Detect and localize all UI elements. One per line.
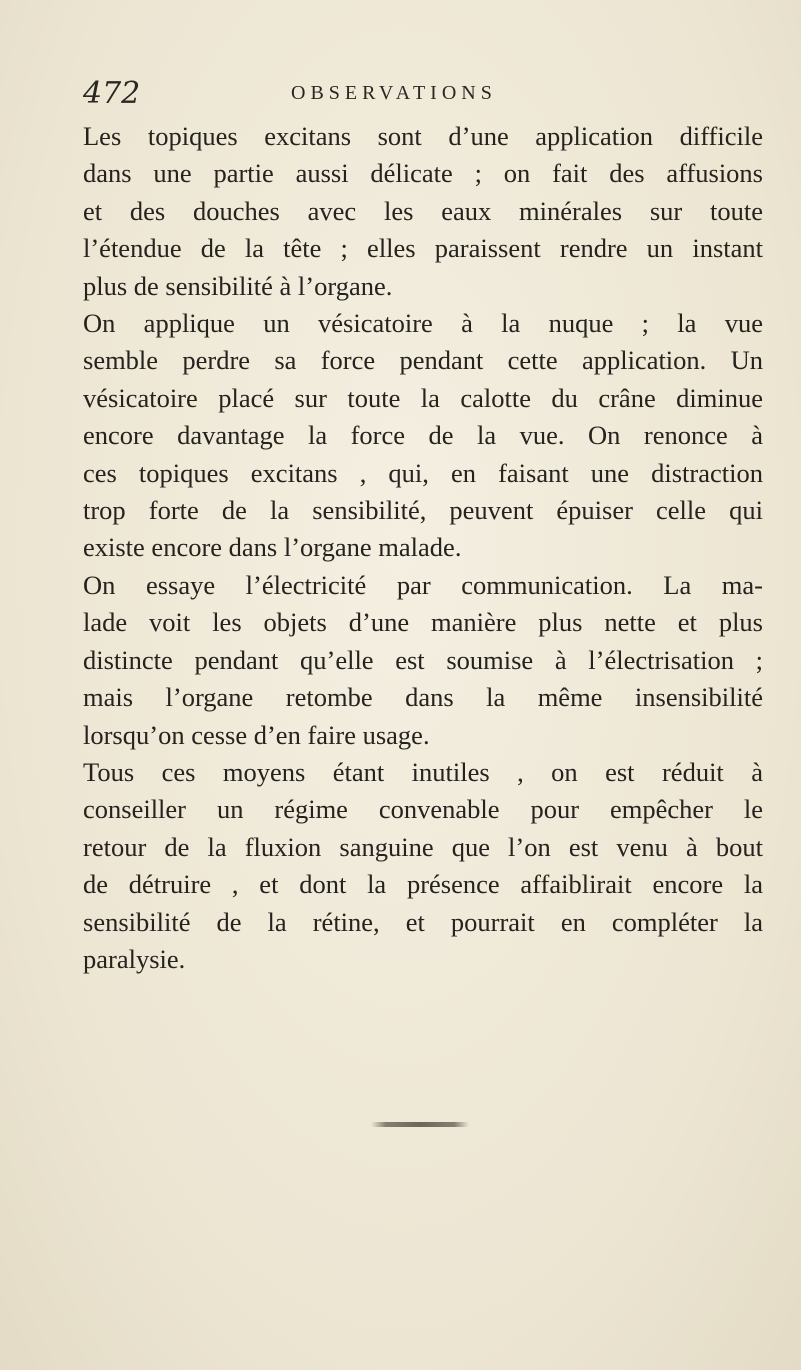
text-line: semble perdre sa force pendant cette application. Un <box>83 345 763 376</box>
running-head: OBSERVATIONS <box>291 82 497 104</box>
text-line: lorsqu’on cesse d’en faire usage. <box>83 719 430 750</box>
text-line: Tous ces moyens étant inutiles , on est réduit à <box>83 756 763 787</box>
body-text <box>83 118 763 978</box>
text-line: sensibilité de la rétine, et pourrait en compléter la <box>83 906 763 937</box>
text-line: retour de la fluxion sanguine que l’on est venu à bout <box>83 831 763 862</box>
paragraph-4 <box>83 754 763 978</box>
text-line: de détruire , et dont la présence affaiblirait encore la <box>83 869 763 900</box>
page-number: 472 <box>83 76 141 111</box>
text-line: On essaye l’électricité par communication. La ma- <box>83 569 763 600</box>
text-line: trop forte de la sensibilité, peuvent épuiser celle qui <box>83 495 763 526</box>
text-line: paralysie. <box>83 943 186 974</box>
text-line: existe encore dans l’organe malade. <box>83 532 462 563</box>
text-line: ces topiques excitans , qui, en faisant une distraction <box>83 457 763 488</box>
paragraph-2 <box>83 305 763 567</box>
paragraph-1 <box>83 118 763 305</box>
text-line: lade voit les objets d’une manière plus nette et plus <box>83 607 763 638</box>
text-line: mais l’organe retombe dans la même insensibilité <box>83 682 763 713</box>
text-line: plus de sensibilité à l’organe. <box>83 270 393 301</box>
page-header <box>83 76 763 112</box>
text-line: vésicatoire placé sur toute la calotte du crâne diminue <box>83 382 763 413</box>
text-line: et des douches avec les eaux minérales sur toute <box>83 195 763 226</box>
text-line: dans une partie aussi délicate ; on fait des affusions <box>83 158 763 189</box>
text-line: conseiller un régime convenable pour empêcher le <box>83 794 763 825</box>
text-line: encore davantage la force de la vue. On renonce à <box>83 420 763 451</box>
end-ornament-rule <box>371 1122 469 1127</box>
paragraph-3 <box>83 567 763 754</box>
text-line: On applique un vésicatoire à la nuque ; la vue <box>83 308 763 339</box>
text-line: distincte pendant qu’elle est soumise à l’électrisation ; <box>83 644 763 675</box>
text-line: l’étendue de la tête ; elles paraissent rendre un instant <box>83 233 763 264</box>
text-line: Les topiques excitans sont d’une application difficile <box>83 121 763 151</box>
